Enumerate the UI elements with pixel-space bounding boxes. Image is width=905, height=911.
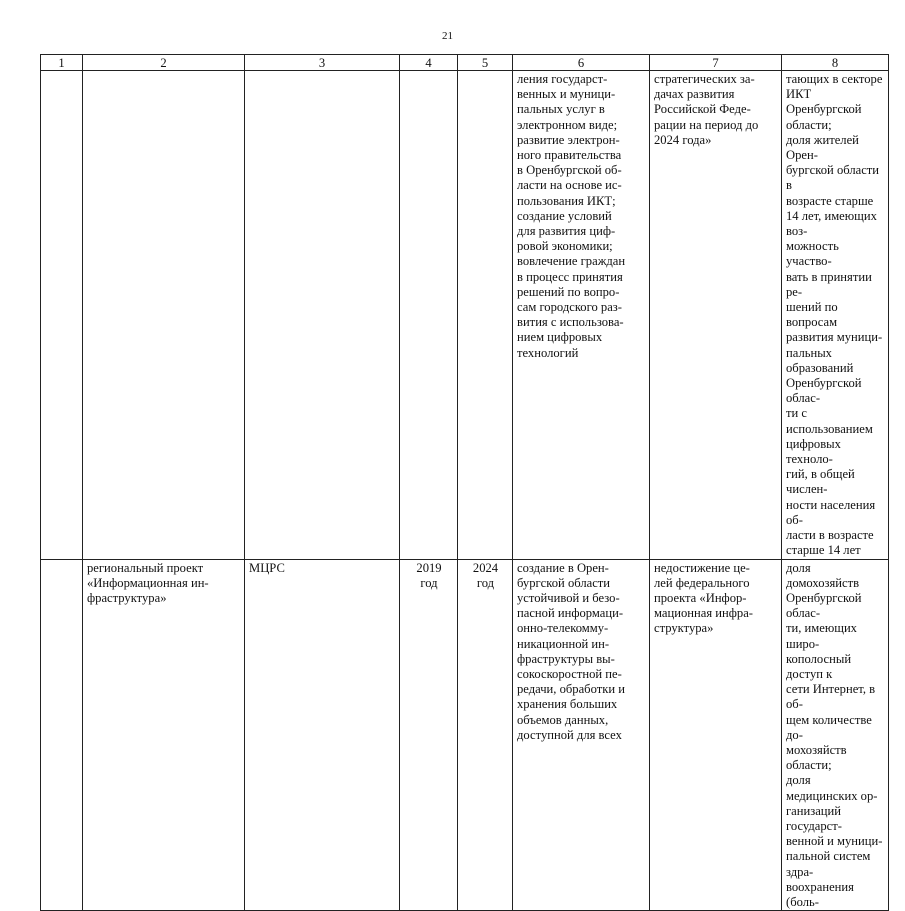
column-number-6: 6 bbox=[513, 55, 650, 71]
responsible-executor-cell: МЦРС bbox=[245, 559, 400, 911]
consequences-cell: стратегических за- дачах развития Российской Феде- рации на период до 2024 года» bbox=[650, 71, 782, 560]
start-year-cell: 2019 год bbox=[400, 559, 458, 911]
table-row bbox=[41, 71, 889, 560]
column-number-3: 3 bbox=[245, 55, 400, 71]
page-number: 21 bbox=[442, 30, 453, 42]
expected-result-cell: ления государст- венных и муници- пальных услуг в электронном виде; развитие электрон- ного правительства в Оренбургской об- ласти на основе ис- пользования ИКТ; создание условий для развития циф- ровой экономики; вовлечение граждан в процесс принятия решений по вопро- сам городского раз- вития с использова- нием цифровых технологий bbox=[513, 71, 650, 560]
indicators-cell: доля домохозяйств Оренбургской облас- ти, имеющих широ- кополосный доступ к сети Интернет, в об- щем количестве до- мохозяйств области; доля медицинских ор- ганизаций государст- венной и муници- пальной систем здра- воохранения (боль- bbox=[782, 559, 889, 911]
table-row bbox=[41, 559, 889, 911]
project-name-cell: региональный проект «Информационная ин- фраструктура» bbox=[83, 559, 245, 911]
column-number-8: 8 bbox=[782, 55, 889, 71]
row-number-cell bbox=[41, 71, 83, 560]
column-number-4: 4 bbox=[400, 55, 458, 71]
row-number-cell bbox=[41, 559, 83, 911]
column-number-2: 2 bbox=[83, 55, 245, 71]
end-year-cell bbox=[458, 71, 513, 560]
column-number-7: 7 bbox=[650, 55, 782, 71]
program-table bbox=[40, 54, 889, 911]
start-year-cell bbox=[400, 71, 458, 560]
column-number-1: 1 bbox=[41, 55, 83, 71]
consequences-cell: недостижение це- лей федерального проекта «Инфор- мационная инфра- структура» bbox=[650, 559, 782, 911]
column-number-row bbox=[41, 55, 889, 71]
column-number-5: 5 bbox=[458, 55, 513, 71]
end-year-cell: 2024 год bbox=[458, 559, 513, 911]
project-name-cell bbox=[83, 71, 245, 560]
expected-result-cell: создание в Орен- бургской области устойчивой и безо- пасной информаци- онно-телекомму- никационной ин- фраструктуры вы- сокоскоростной пе- редачи, обработки и хранения больших объемов данных, доступной для всех bbox=[513, 559, 650, 911]
indicators-cell: тающих в секторе ИКТ Оренбургской области; доля жителей Орен- бургской области в возрасте старше 14 лет, имеющих воз- можность участво- вать в принятии ре- шений по вопросам развития муници- пальных образований Оренбургской облас- ти с использованием цифровых техноло- гий, в общей числен- ности населения об- ласти в возрасте старше 14 лет bbox=[782, 71, 889, 560]
responsible-executor-cell bbox=[245, 71, 400, 560]
